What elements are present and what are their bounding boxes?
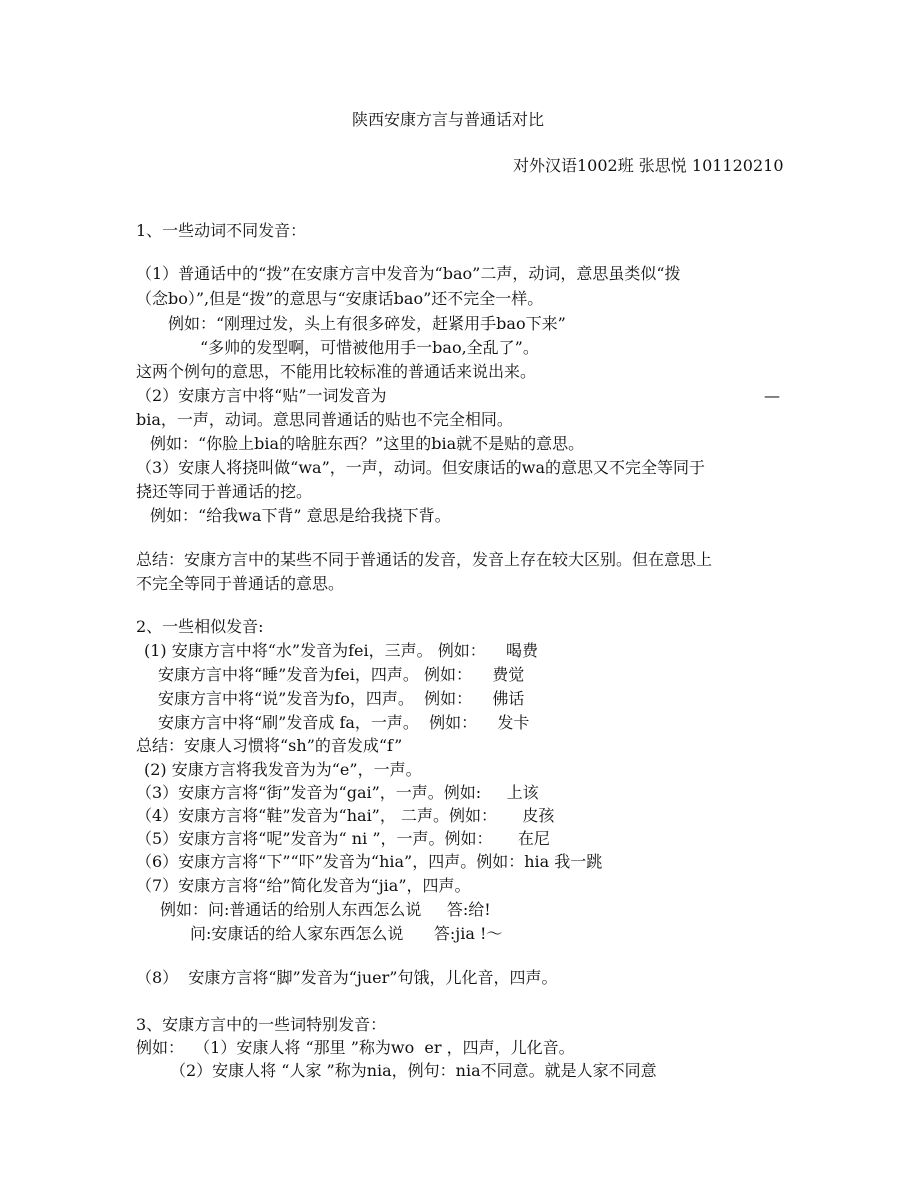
list-item: （8） 安康方言将“脚”发音为“juer”句饿，儿化音，四声。 <box>136 968 558 987</box>
list-item: (1) 安康方言中将“水”发音为fei，三声。 例如： 喝费 <box>144 641 539 660</box>
list-item: （2）安康人将 “人家 ”称为nia，例句：nia不同意。就是人家不同意 <box>170 1061 657 1080</box>
section-3-heading: 3、安康方言中的一些词特别发音： <box>136 1015 387 1034</box>
paragraph-line: （2）安康方言中将“贴”一词发音为 <box>136 386 387 405</box>
section-2-heading: 2、一些相似发音: <box>136 617 264 636</box>
example-line: 例如：问:普通话的给别人东西怎么说 答:给! <box>160 900 491 919</box>
list-item: （4）安康方言将“鞋”发音为“hai”， 二声。例如： 皮孩 <box>136 806 555 825</box>
dash-mark: — <box>764 386 780 405</box>
example-line: 例如：“刚理过发，头上有很多碎发，赶紧用手bao下来” <box>168 314 566 333</box>
example-line: 例如：“给我wa下背” 意思是给我挠下背。 <box>150 506 451 525</box>
summary-line: 总结：安康方言中的某些不同于普通话的发音，发音上存在较大区别。但在意思上 <box>136 550 713 569</box>
paragraph-line: 这两个例句的意思，不能用比较标准的普通话来说出来。 <box>136 362 537 381</box>
paragraph-line: （3）安康人将挠叫做“wa”，一声，动词。但安康话的wa的意思又不完全等同于 <box>136 458 706 477</box>
author-line: 对外汉语1002班 张思悦 101120210 <box>513 156 784 175</box>
example-line: 例如：“你脸上bia的啥脏东西？”这里的bia就不是贴的意思。 <box>150 434 585 453</box>
list-item: （6）安康方言将“下”“吓”发音为“hia”，四声。例如：hia 我一跳 <box>136 852 603 871</box>
section-1-heading: 1、一些动词不同发音： <box>136 221 307 240</box>
paragraph-line: （念bo）”,但是“拨”的意思与“安康话bao”还不完全一样。 <box>136 289 544 308</box>
list-item: (2) 安康方言将我发音为为“e”，一声。 <box>144 760 422 779</box>
list-item: （3）安康方言将“街”发音为“gai”，一声。例如: 上该 <box>136 783 539 802</box>
summary-line: 总结：安康人习惯将“sh”的音发成“f” <box>136 736 403 755</box>
summary-line: 不完全等同于普通话的意思。 <box>136 574 345 593</box>
list-item: 例如： （1）安康人将 “那里 ”称为wo er ，四声，儿化音。 <box>136 1038 575 1057</box>
list-item: 安康方言中将“说”发音为fo，四声。 例如： 佛话 <box>158 689 525 708</box>
list-item: （5）安康方言将“呢”发音为“ ni ”，一声。例如： 在尼 <box>136 829 550 848</box>
list-item: 安康方言中将“刷”发音成 fa，一声。 例如： 发卡 <box>158 713 530 732</box>
paragraph-line: bia，一声，动词。意思同普通话的贴也不完全相同。 <box>136 410 513 429</box>
list-item: （7）安康方言将“给”简化发音为“jia”，四声。 <box>136 876 471 895</box>
example-line: 问:安康话的给人家东西怎么说 答:jia !～ <box>190 924 503 943</box>
paragraph-line: 挠还等同于普通话的挖。 <box>136 482 313 501</box>
paragraph-line: （1）普通话中的“拨”在安康方言中发音为“bao”二声，动词，意思虽类似“拨 <box>136 264 681 283</box>
document-title: 陕西安康方言与普通话对比 <box>352 110 545 129</box>
list-item: 安康方言中将“睡”发音为fei，四声。 例如： 费觉 <box>158 665 525 684</box>
example-line: “多帅的发型啊，可惜被他用手一bao,全乱了”。 <box>200 338 539 357</box>
